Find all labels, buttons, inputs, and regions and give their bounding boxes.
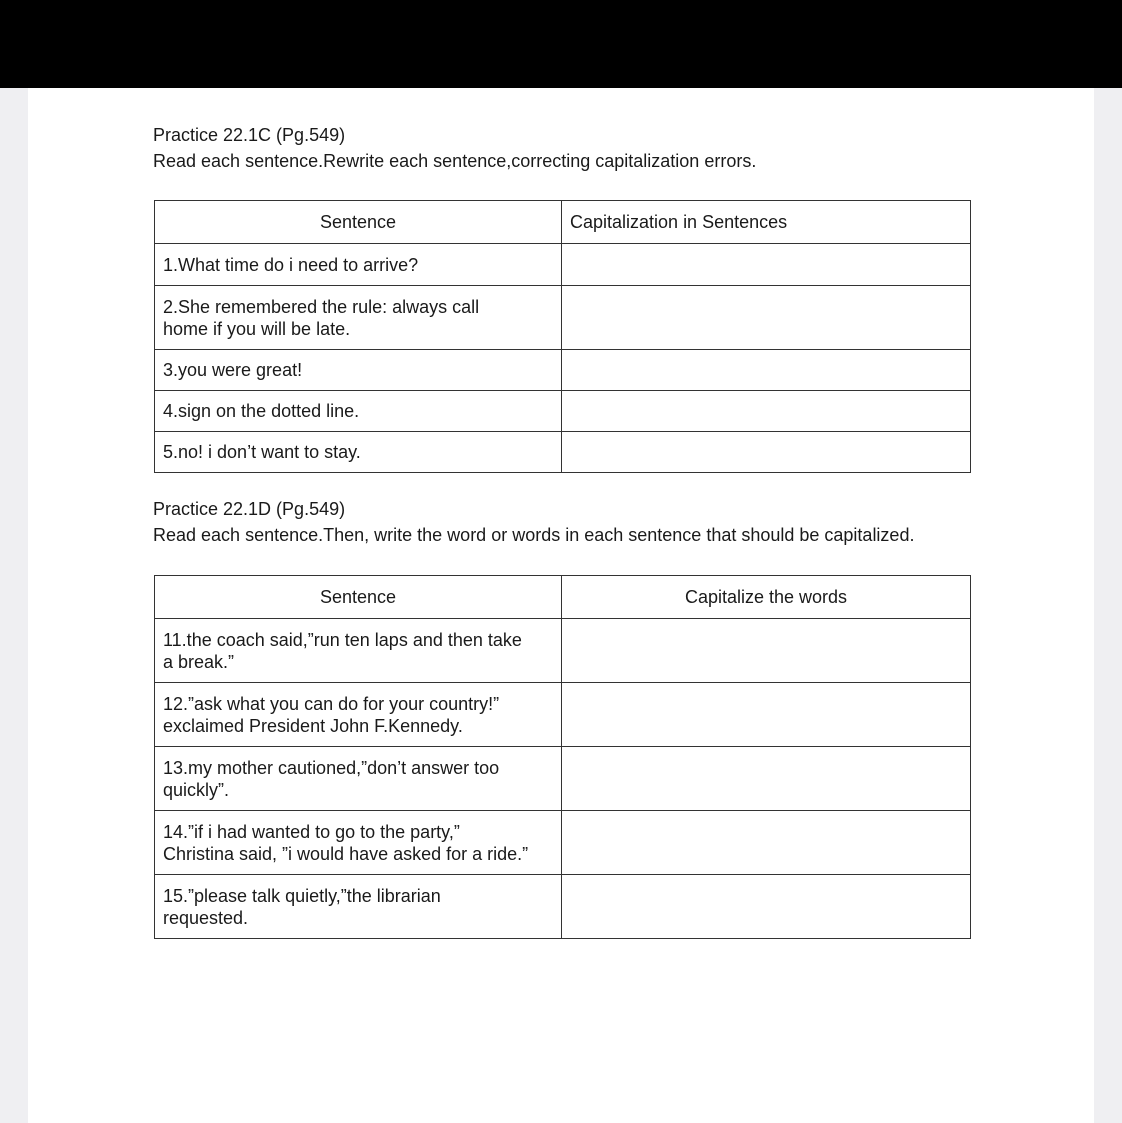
sentence-cell: 1.What time do i need to arrive? [155,244,562,286]
practice-d-heading [153,496,914,548]
answer-cell[interactable] [562,683,971,747]
column-header-capitalization: Capitalization in Sentences [562,201,971,244]
sentence-cell: 15.”please talk quietly,”the librarian requested. [155,875,562,939]
sentence-cell: 14.”if i had wanted to go to the party,” Christina said, ”i would have asked for a ride.” [155,811,562,875]
table-row [155,747,971,811]
table-row [155,350,971,391]
practice-c-instructions: Read each sentence.Rewrite each sentence,correcting capitalization errors. [153,151,757,171]
sentence-cell: 13.my mother cautioned,”don’t answer too quickly”. [155,747,562,811]
answer-cell[interactable] [562,747,971,811]
table-row [155,244,971,286]
sentence-cell: 5.no! i don’t want to stay. [155,432,562,473]
sentence-cell: 2.She remembered the rule: always call home if you will be late. [155,286,562,350]
answer-cell[interactable] [562,350,971,391]
practice-d-instructions: Read each sentence.Then, write the word or words in each sentence that should be capitalized. [153,525,915,545]
sentence-cell: 12.”ask what you can do for your country!” exclaimed President John F.Kennedy. [155,683,562,747]
sentence-cell: 11.the coach said,”run ten laps and then take a break.” [155,619,562,683]
practice-c-title: Practice 22.1C (Pg.549) [153,125,346,145]
answer-cell[interactable] [562,619,971,683]
answer-cell[interactable] [562,811,971,875]
answer-cell[interactable] [562,286,971,350]
table-row [155,432,971,473]
table-row [155,391,971,432]
table-row [155,619,971,683]
practice-c-table [154,200,971,473]
column-header-sentence: Sentence [155,576,562,619]
table-row [155,683,971,747]
answer-cell[interactable] [562,432,971,473]
answer-cell[interactable] [562,244,971,286]
table-header-row [155,201,971,244]
table-row [155,286,971,350]
answer-cell[interactable] [562,391,971,432]
answer-cell[interactable] [562,875,971,939]
sentence-cell: 4.sign on the dotted line. [155,391,562,432]
column-header-capitalize-words: Capitalize the words [562,576,971,619]
practice-d-title: Practice 22.1D (Pg.549) [153,499,346,519]
sentence-cell: 3.you were great! [155,350,562,391]
column-header-sentence: Sentence [155,201,562,244]
table-row [155,875,971,939]
table-header-row [155,576,971,619]
practice-d-table [154,575,971,939]
table-row [155,811,971,875]
top-black-bar [0,0,1122,88]
practice-c-heading [153,122,756,174]
